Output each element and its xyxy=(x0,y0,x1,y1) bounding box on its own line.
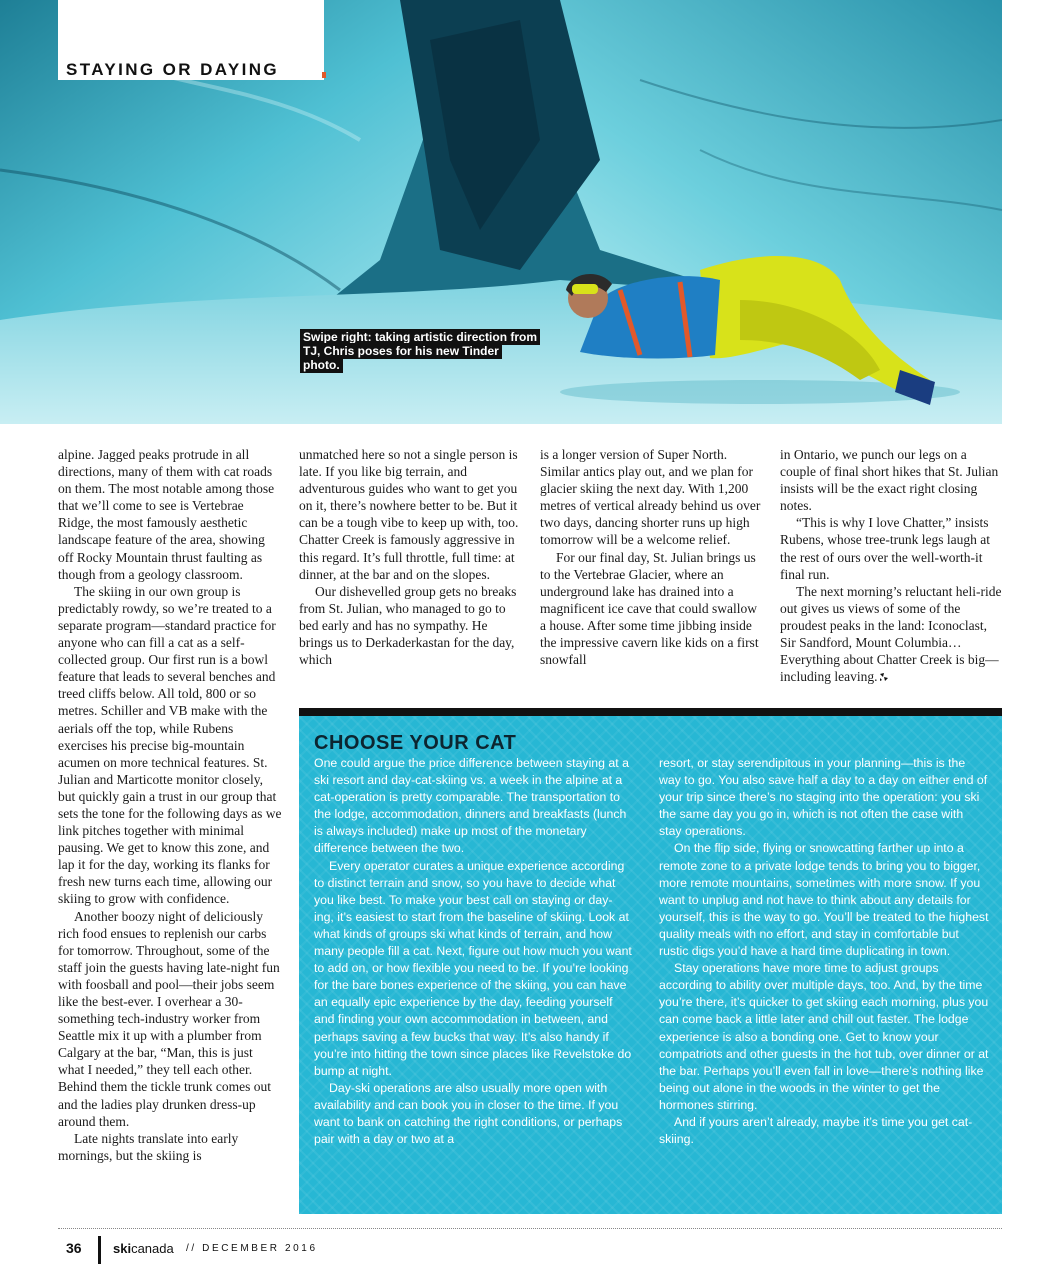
hero-photo xyxy=(0,0,1002,424)
sidebar-paragraph: On the flip side, flying or snowcatting farther up into a remote zone to a private lodge tends to bring you to bigger, more remote mountains, sometimes with more snow. If you want to unplug and not have to think about any details for yourself, this is the way to go. You’ll be treated to the highest quality meals with no effort, and stay in comfortable but rustic digs you’d have a hard time duplicating in town. xyxy=(659,841,989,959)
article-column-4 xyxy=(780,446,1002,685)
article-column-3 xyxy=(540,446,762,668)
footer-rule xyxy=(58,1228,1002,1229)
paragraph: unmatched here so not a single person is late. If you like big terrain, and adventurous guides who want to get you on it, there’s nowhere better to be. But it can be a tough vibe to keep up with, too. Chatter Creek is famously aggressive in this regard. It’s full throttle, full time: at dinner, at the bar and on the slopes. xyxy=(299,447,519,582)
sidebar-paragraph: resort, or stay serendipitous in your planning—this is the way to go. You also save half a day to a day on either end of your trip since there’s no staging into the operation: you ski the same day you go in, which is not often the case with stay operations. xyxy=(659,756,988,839)
article-column-2 xyxy=(299,446,521,668)
paragraph: alpine. Jagged peaks protrude in all directions, many of them with cat roads on them. The most notable among those that we’ll come to see is Vertebrae Ridge, the most famously aesthetic landscape feature of the area, showing off Rocky Mountain thrust faulting as though from a geology classroom. xyxy=(58,447,275,582)
photo-caption: Swipe right: taking artistic direction from TJ, Chris poses for his new Tinder photo. xyxy=(300,330,540,372)
sidebar-paragraph: Day-ski operations are also usually more open with availability and can book you in closer to the time. If you want to bank on catching the right conditions, or perhaps pair with a day or two at a xyxy=(314,1080,623,1147)
sidebar-paragraph: And if yours aren’t already, maybe it’s time you get cat-skiing. xyxy=(659,1114,973,1147)
magazine-brand: skicanada xyxy=(113,1241,174,1256)
footer-divider xyxy=(98,1236,101,1264)
final-paragraph: The next morning’s reluctant heli-ride out gives us views of some of the proudest peaks in the land: Iconoclast, Sir Sandford, Mount Columbia… Everything about Chatter Creek is big—including leaving. xyxy=(780,583,1002,685)
paragraph: Our dishevelled group gets no breaks from St. Julian, who managed to go to bed early and has no sympathy. He brings us to Derkaderkastan for the day, which xyxy=(299,583,517,668)
sidebar-paragraph: Every operator curates a unique experience according to distinct terrain and snow, so you have to decide what you like best. To make your best call on staying or day-ing, it’s easiest to start from the baseline of skiing. Look at what kinds of groups ski what kinds of terrain, and how many people fill a cat. Next, figure out how much you want to add on, or how flexible you need to be. If you’re looking for the bare bones experience of the skiing, you can have an equally epic experience by the day, feeding yourself and finding your own accommodation in between, and perhaps saving a few bucks that way. It’s also handy if you’re into hitting the town since places like Revelstoke do bump at night. xyxy=(314,858,632,1078)
paragraph: The skiing in our own group is predictably rowdy, so we’re treated to a separate program—standard practice for anyone who can fill a cat as a self-collected group. Our first run is a bowl feature that leads to several benches and treed cliffs below. All told, 800 or so metres. Schiller and VB make with the aerials off the top, while Rubens exercises his precise big-mountain acumen on more technical features. St. Julian and Marticotte monitor closely, but quickly gain a trust in our group that sets the tone for the following days as we link pitches together with minimal pausing. We get to know this zone, and lap it for the day, working its flanks for fresh new turns each time, allowing our skiing to grow with confidence. xyxy=(58,583,282,907)
choose-your-cat-sidebar xyxy=(299,708,1002,1214)
section-accent xyxy=(322,72,326,78)
section-label: STAYING OR DAYING xyxy=(66,60,280,79)
paragraph: Late nights translate into early mornings, but the skiing is xyxy=(58,1130,239,1163)
article-column-1 xyxy=(58,446,282,1164)
sidebar-title: CHOOSE YOUR CAT xyxy=(314,732,517,754)
page-number: 36 xyxy=(66,1240,82,1256)
paragraph: Another boozy night of deliciously rich food ensues to replenish our carbs for tomorrow. Throughout, some of the staff join the guests having late-night fun with foosball and pool—their jobs seem like the best-ever. I overhear a 30-something tech-industry worker from Seattle mix it up with a plumber from Calgary at the bar, “Man, this is just what I needed,” they tell each other. Behind them the tickle trunk comes out and the ladies play drunken dress-up around them. xyxy=(58,908,280,1129)
sidebar-top-rule xyxy=(299,708,1002,716)
sidebar-column-left xyxy=(314,755,632,1148)
paragraph: in Ontario, we punch our legs on a couple of final short hikes that St. Julian insists will be the exact right closing notes. xyxy=(780,447,999,514)
paragraph: is a longer version of Super North. Similar antics play out, and we plan for glacier skiing the next day. With 1,200 metres of vertical already behind us over two days, dancing shorter runs up high tomorrow will be a welcome relief. xyxy=(540,447,761,548)
sidebar-paragraph: Stay operations have more time to adjust groups according to ability over multiple days, too. And, by the time you’re there, it’s quicker to get skiing each morning, plus you can come back a little later and chill out faster. The lodge experience is also a bonding one. Get to know your compatriots and other guests in the hot tub, over dinner or at the bar. Perhaps you’ll even fall in love—there’s nothing like being out alone in the woods in the winter to get the hormones stirring. xyxy=(659,961,989,1112)
issue-date: // DECEMBER 2016 xyxy=(186,1243,318,1254)
end-mark-icon xyxy=(879,672,889,682)
paragraph: “This is why I love Chatter,” insists Rubens, whose tree-trunk legs laugh at the rest of ours over the well-worth-it final run. xyxy=(780,515,990,582)
sidebar-column-right xyxy=(659,755,989,1148)
sidebar-paragraph: One could argue the price difference between staying at a ski resort and day-cat-skiing vs. a week in the alpine at a cat-operation is pretty comparable. The transportation to the lodge, accommodation, dinners and breakfasts (lunch is always included) make up most of the monetary difference between the two. xyxy=(314,756,629,856)
paragraph: For our final day, St. Julian brings us to the Vertebrae Glacier, where an underground lake has drained into a magnificent ice cave that could swallow a house. After some time jibbing inside the impressive cavern like kids on a first snowfall xyxy=(540,549,759,668)
section-label-tab xyxy=(58,0,324,80)
